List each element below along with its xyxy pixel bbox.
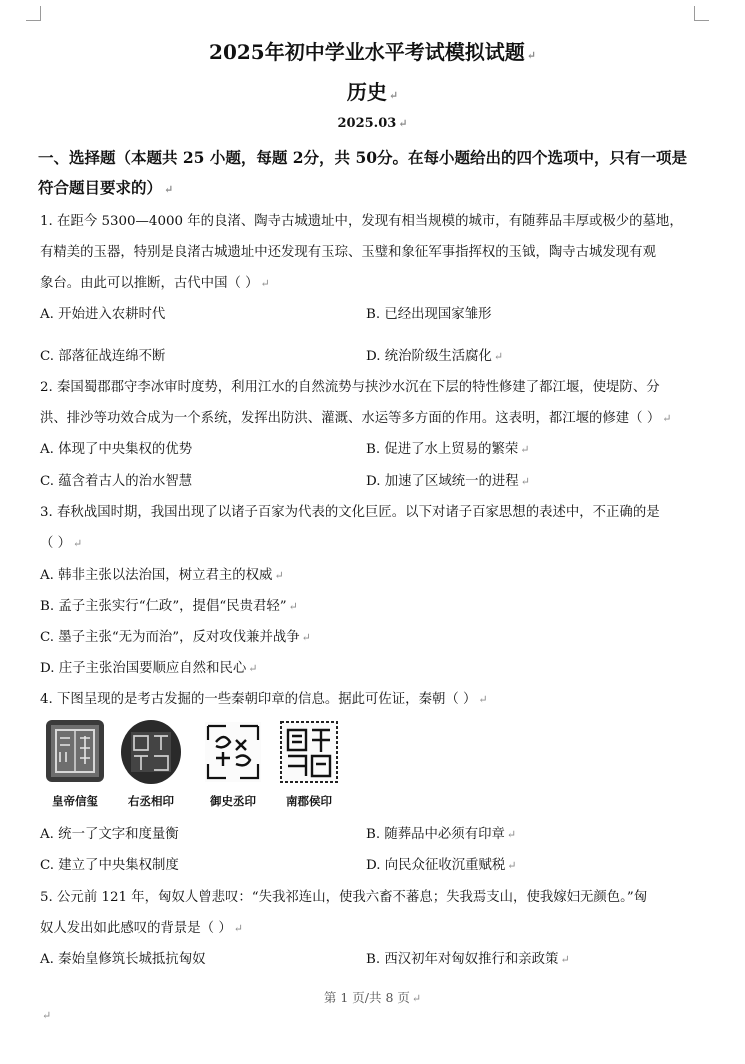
seal-caption-1: 皇帝信玺: [52, 794, 98, 808]
seal-image-4: [278, 718, 340, 786]
q1-option-c: C. 部落征战连绵不断: [40, 349, 166, 364]
seal-image-1: [44, 718, 106, 786]
q2-option-a: A. 体现了中央集权的优势: [40, 442, 193, 457]
q2-stem-line: 2. 秦国蜀郡郡守李冰审时度势，利用江水的自然流势与挟沙水沉在下层的特性修建了都江堰，使堤防、分: [40, 380, 660, 395]
seal-caption-4: 南郡侯印: [286, 794, 332, 808]
q5-stem-line: 5. 公元前 121 年，匈奴人曾悲叹：“失我祁连山，使我六畜不蕃息；失我焉支山，使我嫁妇无颜色。”匈: [40, 890, 648, 905]
q2-option-c: C. 蕴含着古人的治水智慧: [40, 474, 193, 489]
q2-option-d: D. 加速了区域统一的进程 ↵: [366, 474, 530, 489]
exam-date: 2025.03 ↵: [337, 116, 408, 131]
q3-option-b: B. 孟子主张实行“仁政”，提倡“民贵君轻” ↵: [40, 599, 298, 614]
q5-option-b: B. 西汉初年对匈奴推行和亲政策 ↵: [366, 952, 570, 967]
q1-stem-line: 1. 在距今 5300—4000 年的良渚、陶寺古城遗址中，发现有相当规模的城市，有随葬品丰厚或极少的墓地，: [40, 214, 683, 229]
seal-figure: [44, 718, 354, 808]
seal-image-3: [202, 718, 264, 786]
seal-caption-2: 右丞相印: [128, 794, 174, 808]
q3-stem-line: （ ） ↵: [40, 536, 83, 551]
q1-stem-line: 象台。由此可以推断，古代中国（ ） ↵: [40, 276, 270, 291]
q2-option-b: B. 促进了水上贸易的繁荣 ↵: [366, 442, 530, 457]
page-footer: 第 1 页/共 8 页 ↵: [323, 990, 422, 1005]
q4-option-a: A. 统一了文字和度量衡: [40, 827, 179, 842]
paragraph-mark: ↵: [42, 1009, 52, 1022]
q3-option-c: C. 墨子主张“无为而治”，反对攻伐兼并战争 ↵: [40, 630, 311, 645]
seal-caption-3: 御史丞印: [210, 794, 256, 808]
section-heading-line2: 符合题目要求的） ↵: [38, 178, 174, 197]
q4-option-c: C. 建立了中央集权制度: [40, 858, 179, 873]
section-heading-line1: 一、选择题（本题共 25 小题，每题 2分，共 50分。在每小题给出的四个选项中，只有一项是: [38, 148, 688, 167]
q4-option-b: B. 随葬品中必须有印章 ↵: [366, 827, 517, 842]
crop-mark-top-right: [694, 6, 709, 21]
crop-mark-top-left: [26, 6, 41, 21]
q5-stem-line: 奴人发出如此感叹的背景是（ ） ↵: [40, 921, 243, 936]
exam-title: 2025年初中学业水平考试模拟试题 ↵: [209, 40, 536, 64]
q2-stem-line: 洪、排沙等功效合成为一个系统，发挥出防洪、灌溉、水运等多方面的作用。这表明，都江堰的修建（ ） ↵: [40, 411, 672, 426]
q4-option-d: D. 向民众征收沉重赋税 ↵: [366, 858, 517, 873]
q1-option-a: A. 开始进入农耕时代: [40, 307, 166, 322]
q3-option-d: D. 庄子主张治国要顺应自然和民心 ↵: [40, 661, 258, 676]
q1-option-d: D. 统治阶级生活腐化 ↵: [366, 349, 504, 364]
seal-image-2: [120, 718, 182, 786]
q1-option-b: B. 已经出现国家雏形: [366, 307, 492, 322]
q3-option-a: A. 韩非主张以法治国，树立君主的权威 ↵: [40, 568, 284, 583]
q4-stem: 4. 下图呈现的是考古发掘的一些秦朝印章的信息。据此可佐证，秦朝（ ） ↵: [40, 692, 488, 707]
q5-option-a: A. 秦始皇修筑长城抵抗匈奴: [40, 952, 206, 967]
subject-heading: 历史 ↵: [346, 80, 399, 104]
q1-stem-line: 有精美的玉器，特别是良渚古城遗址中还发现有玉琮、玉璧和象征军事指挥权的玉钺，陶寺古城发现有观: [40, 245, 656, 260]
q3-stem-line: 3. 春秋战国时期，我国出现了以诸子百家为代表的文化巨匠。以下对诸子百家思想的表述中，不正确的是: [40, 505, 660, 520]
